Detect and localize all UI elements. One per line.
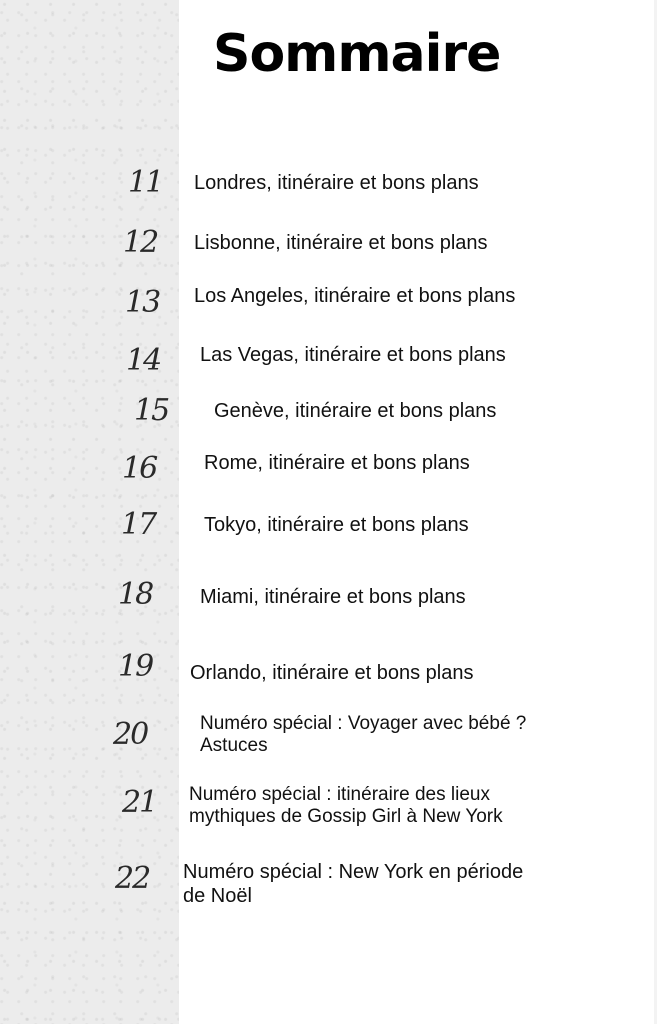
toc-entry-lisbonne: Lisbonne, itinéraire et bons plans (194, 232, 488, 254)
toc-page-number-19: 19 (118, 649, 153, 684)
toc-page-number-22: 22 (115, 861, 150, 896)
toc-entry-new-york-noel-line2: de Noël (183, 885, 252, 907)
toc-entry-voyager-avec-bebe-line2: Astuces (200, 735, 268, 756)
toc-entry-geneve: Genève, itinéraire et bons plans (214, 400, 497, 422)
toc-entry-voyager-avec-bebe-line1: Numéro spécial : Voyager avec bébé ? (200, 713, 527, 734)
toc-entry-new-york-noel-line1: Numéro spécial : New York en période (183, 861, 524, 883)
toc-entry-las-vegas: Las Vegas, itinéraire et bons plans (200, 344, 506, 366)
page-title: Sommaire (213, 24, 501, 84)
toc-entry-londres: Londres, itinéraire et bons plans (194, 172, 479, 194)
toc-page-number-20: 20 (113, 717, 148, 752)
toc-page-number-13: 13 (125, 285, 160, 320)
toc-page-number-16: 16 (122, 451, 157, 486)
toc-page-number-12: 12 (123, 225, 158, 260)
toc-entry-orlando: Orlando, itinéraire et bons plans (190, 662, 474, 684)
toc-page-number-14: 14 (126, 343, 161, 378)
toc-entry-gossip-girl-line1: Numéro spécial : itinéraire des lieux (189, 784, 490, 805)
toc-page-number-17: 17 (121, 507, 156, 542)
toc-entry-gossip-girl-line2: mythiques de Gossip Girl à New York (189, 806, 503, 827)
toc-page-number-21: 21 (122, 785, 157, 820)
toc-page-number-11: 11 (128, 165, 163, 200)
toc-entry-tokyo: Tokyo, itinéraire et bons plans (204, 514, 469, 536)
toc-entry-rome: Rome, itinéraire et bons plans (204, 452, 470, 474)
toc-entry-miami: Miami, itinéraire et bons plans (200, 586, 466, 608)
toc-page-number-18: 18 (118, 577, 153, 612)
toc-entry-los-angeles: Los Angeles, itinéraire et bons plans (194, 285, 516, 307)
toc-page-number-15: 15 (134, 393, 169, 428)
